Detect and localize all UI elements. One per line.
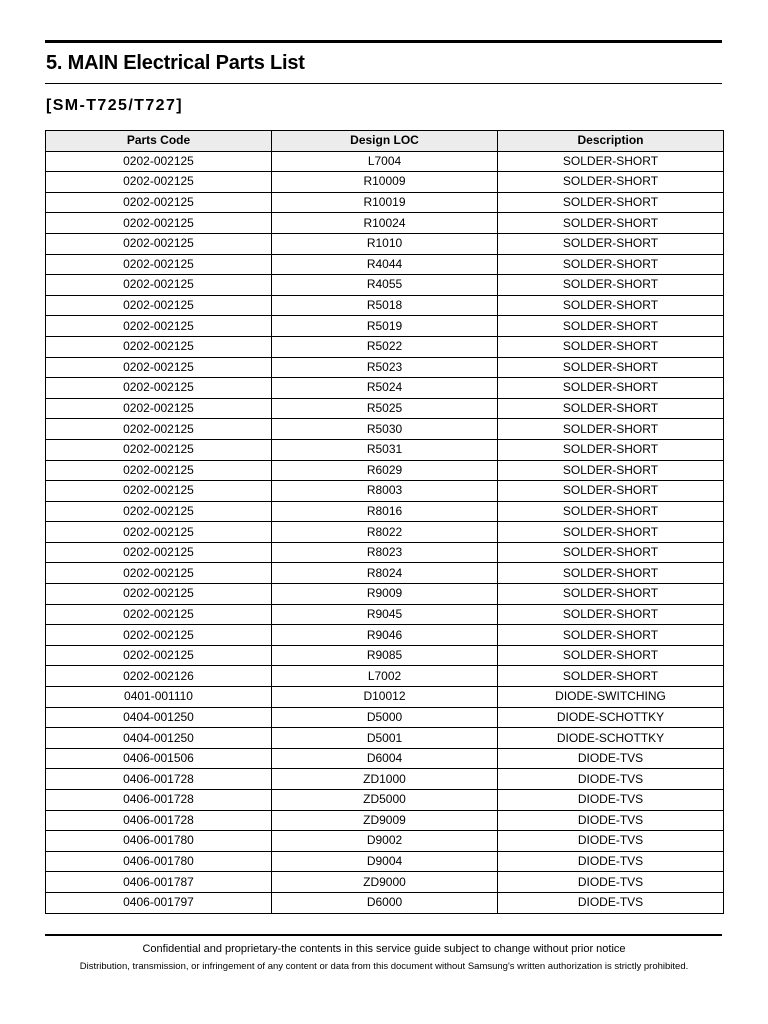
cell-design-loc: R5022	[272, 336, 498, 357]
cell-design-loc: R8003	[272, 481, 498, 502]
header-parts-code: Parts Code	[46, 131, 272, 152]
table-row	[46, 872, 724, 893]
cell-design-loc: ZD5000	[272, 790, 498, 811]
table-row	[46, 233, 724, 254]
cell-parts-code: 0202-002125	[46, 192, 272, 213]
table-row	[46, 666, 724, 687]
cell-description: SOLDER-SHORT	[498, 254, 724, 275]
table-row	[46, 295, 724, 316]
cell-description: SOLDER-SHORT	[498, 336, 724, 357]
cell-design-loc: D9004	[272, 851, 498, 872]
table-row	[46, 275, 724, 296]
cell-parts-code: 0406-001787	[46, 872, 272, 893]
cell-parts-code: 0406-001728	[46, 769, 272, 790]
cell-description: DIODE-SWITCHING	[498, 687, 724, 708]
cell-description: SOLDER-SHORT	[498, 645, 724, 666]
cell-description: DIODE-TVS	[498, 851, 724, 872]
cell-description: DIODE-TVS	[498, 790, 724, 811]
cell-design-loc: R9009	[272, 584, 498, 605]
cell-description: SOLDER-SHORT	[498, 501, 724, 522]
cell-design-loc: R5018	[272, 295, 498, 316]
cell-design-loc: R5031	[272, 439, 498, 460]
cell-parts-code: 0404-001250	[46, 728, 272, 749]
cell-design-loc: R9046	[272, 625, 498, 646]
cell-description: SOLDER-SHORT	[498, 522, 724, 543]
table-row	[46, 336, 724, 357]
cell-design-loc: R10009	[272, 172, 498, 193]
table-row	[46, 522, 724, 543]
table-row	[46, 707, 724, 728]
cell-description: SOLDER-SHORT	[498, 439, 724, 460]
cell-parts-code: 0406-001728	[46, 790, 272, 811]
cell-description: SOLDER-SHORT	[498, 275, 724, 296]
page-title: 5. MAIN Electrical Parts List	[46, 52, 305, 74]
cell-description: SOLDER-SHORT	[498, 604, 724, 625]
table-row	[46, 892, 724, 913]
cell-design-loc: D6004	[272, 748, 498, 769]
cell-design-loc: R5019	[272, 316, 498, 337]
cell-design-loc: R9045	[272, 604, 498, 625]
table-row	[46, 790, 724, 811]
cell-design-loc: R9085	[272, 645, 498, 666]
cell-design-loc: R5025	[272, 398, 498, 419]
cell-parts-code: 0202-002125	[46, 645, 272, 666]
table-row	[46, 810, 724, 831]
cell-description: SOLDER-SHORT	[498, 584, 724, 605]
cell-design-loc: R5023	[272, 357, 498, 378]
title-underline	[45, 83, 722, 84]
table-row	[46, 831, 724, 852]
cell-description: SOLDER-SHORT	[498, 419, 724, 440]
table-row	[46, 563, 724, 584]
table-row	[46, 687, 724, 708]
cell-parts-code: 0202-002125	[46, 213, 272, 234]
cell-parts-code: 0202-002126	[46, 666, 272, 687]
table-row	[46, 357, 724, 378]
cell-description: SOLDER-SHORT	[498, 460, 724, 481]
cell-parts-code: 0202-002125	[46, 357, 272, 378]
cell-design-loc: L7004	[272, 151, 498, 172]
cell-description: SOLDER-SHORT	[498, 378, 724, 399]
table-row	[46, 728, 724, 749]
cell-description: DIODE-SCHOTTKY	[498, 707, 724, 728]
cell-parts-code: 0202-002125	[46, 604, 272, 625]
cell-description: SOLDER-SHORT	[498, 481, 724, 502]
cell-description: SOLDER-SHORT	[498, 357, 724, 378]
footer-distribution-notice: Distribution, transmission, or infringement of any content or data from this document without Samsung's written authorization is strictly prohibited.	[79, 961, 689, 972]
table-row	[46, 254, 724, 275]
table-row	[46, 769, 724, 790]
cell-design-loc: D10012	[272, 687, 498, 708]
cell-description: SOLDER-SHORT	[498, 213, 724, 234]
cell-design-loc: R8016	[272, 501, 498, 522]
cell-design-loc: R6029	[272, 460, 498, 481]
table-row	[46, 645, 724, 666]
cell-design-loc: D9002	[272, 831, 498, 852]
cell-description: SOLDER-SHORT	[498, 666, 724, 687]
table-row	[46, 460, 724, 481]
table-row	[46, 851, 724, 872]
cell-parts-code: 0202-002125	[46, 378, 272, 399]
cell-parts-code: 0202-002125	[46, 625, 272, 646]
top-rule	[45, 40, 722, 43]
cell-design-loc: R5024	[272, 378, 498, 399]
cell-parts-code: 0406-001506	[46, 748, 272, 769]
cell-design-loc: R4055	[272, 275, 498, 296]
table-row	[46, 192, 724, 213]
cell-parts-code: 0406-001780	[46, 851, 272, 872]
table-row	[46, 398, 724, 419]
cell-description: DIODE-TVS	[498, 769, 724, 790]
cell-description: SOLDER-SHORT	[498, 295, 724, 316]
cell-parts-code: 0406-001728	[46, 810, 272, 831]
table-row	[46, 501, 724, 522]
table-row	[46, 748, 724, 769]
table-row	[46, 625, 724, 646]
cell-parts-code: 0202-002125	[46, 336, 272, 357]
cell-description: SOLDER-SHORT	[498, 151, 724, 172]
cell-parts-code: 0202-002125	[46, 481, 272, 502]
cell-design-loc: ZD1000	[272, 769, 498, 790]
table-header-row	[46, 131, 724, 152]
cell-design-loc: D6000	[272, 892, 498, 913]
cell-parts-code: 0202-002125	[46, 151, 272, 172]
cell-parts-code: 0202-002125	[46, 439, 272, 460]
cell-description: SOLDER-SHORT	[498, 192, 724, 213]
cell-description: DIODE-SCHOTTKY	[498, 728, 724, 749]
cell-design-loc: R10019	[272, 192, 498, 213]
table-row	[46, 604, 724, 625]
footer-confidential-notice: Confidential and proprietary-the contents in this service guide subject to change without prior notice	[142, 943, 626, 955]
cell-description: SOLDER-SHORT	[498, 233, 724, 254]
table-row	[46, 378, 724, 399]
cell-design-loc: R8024	[272, 563, 498, 584]
table-row	[46, 316, 724, 337]
footer-rule	[45, 934, 722, 936]
header-description: Description	[498, 131, 724, 152]
cell-parts-code: 0202-002125	[46, 522, 272, 543]
cell-description: DIODE-TVS	[498, 810, 724, 831]
cell-description: SOLDER-SHORT	[498, 563, 724, 584]
cell-parts-code: 0202-002125	[46, 275, 272, 296]
cell-description: DIODE-TVS	[498, 748, 724, 769]
cell-parts-code: 0406-001797	[46, 892, 272, 913]
cell-parts-code: 0406-001780	[46, 831, 272, 852]
cell-parts-code: 0202-002125	[46, 398, 272, 419]
cell-parts-code: 0202-002125	[46, 316, 272, 337]
cell-parts-code: 0202-002125	[46, 460, 272, 481]
table-row	[46, 584, 724, 605]
parts-table-body	[46, 151, 724, 913]
cell-design-loc: D5000	[272, 707, 498, 728]
table-row	[46, 542, 724, 563]
cell-design-loc: R8023	[272, 542, 498, 563]
cell-parts-code: 0202-002125	[46, 295, 272, 316]
cell-design-loc: D5001	[272, 728, 498, 749]
cell-parts-code: 0401-001110	[46, 687, 272, 708]
cell-parts-code: 0202-002125	[46, 172, 272, 193]
model-header: [SM-T725/T727]	[46, 97, 183, 114]
cell-description: DIODE-TVS	[498, 831, 724, 852]
parts-table	[45, 130, 724, 914]
cell-design-loc: ZD9009	[272, 810, 498, 831]
table-row	[46, 151, 724, 172]
cell-design-loc: L7002	[272, 666, 498, 687]
cell-description: SOLDER-SHORT	[498, 542, 724, 563]
cell-description: DIODE-TVS	[498, 872, 724, 893]
cell-design-loc: R10024	[272, 213, 498, 234]
table-row	[46, 481, 724, 502]
cell-parts-code: 0202-002125	[46, 542, 272, 563]
table-row	[46, 213, 724, 234]
cell-parts-code: 0202-002125	[46, 419, 272, 440]
cell-parts-code: 0202-002125	[46, 233, 272, 254]
cell-design-loc: ZD9000	[272, 872, 498, 893]
table-row	[46, 172, 724, 193]
header-design-loc: Design LOC	[272, 131, 498, 152]
cell-design-loc: R5030	[272, 419, 498, 440]
cell-description: SOLDER-SHORT	[498, 398, 724, 419]
cell-parts-code: 0202-002125	[46, 501, 272, 522]
cell-description: SOLDER-SHORT	[498, 625, 724, 646]
table-row	[46, 419, 724, 440]
cell-description: SOLDER-SHORT	[498, 316, 724, 337]
cell-design-loc: R1010	[272, 233, 498, 254]
cell-design-loc: R8022	[272, 522, 498, 543]
cell-description: DIODE-TVS	[498, 892, 724, 913]
cell-description: SOLDER-SHORT	[498, 172, 724, 193]
cell-parts-code: 0202-002125	[46, 563, 272, 584]
cell-parts-code: 0404-001250	[46, 707, 272, 728]
cell-parts-code: 0202-002125	[46, 584, 272, 605]
cell-parts-code: 0202-002125	[46, 254, 272, 275]
table-row	[46, 439, 724, 460]
cell-design-loc: R4044	[272, 254, 498, 275]
